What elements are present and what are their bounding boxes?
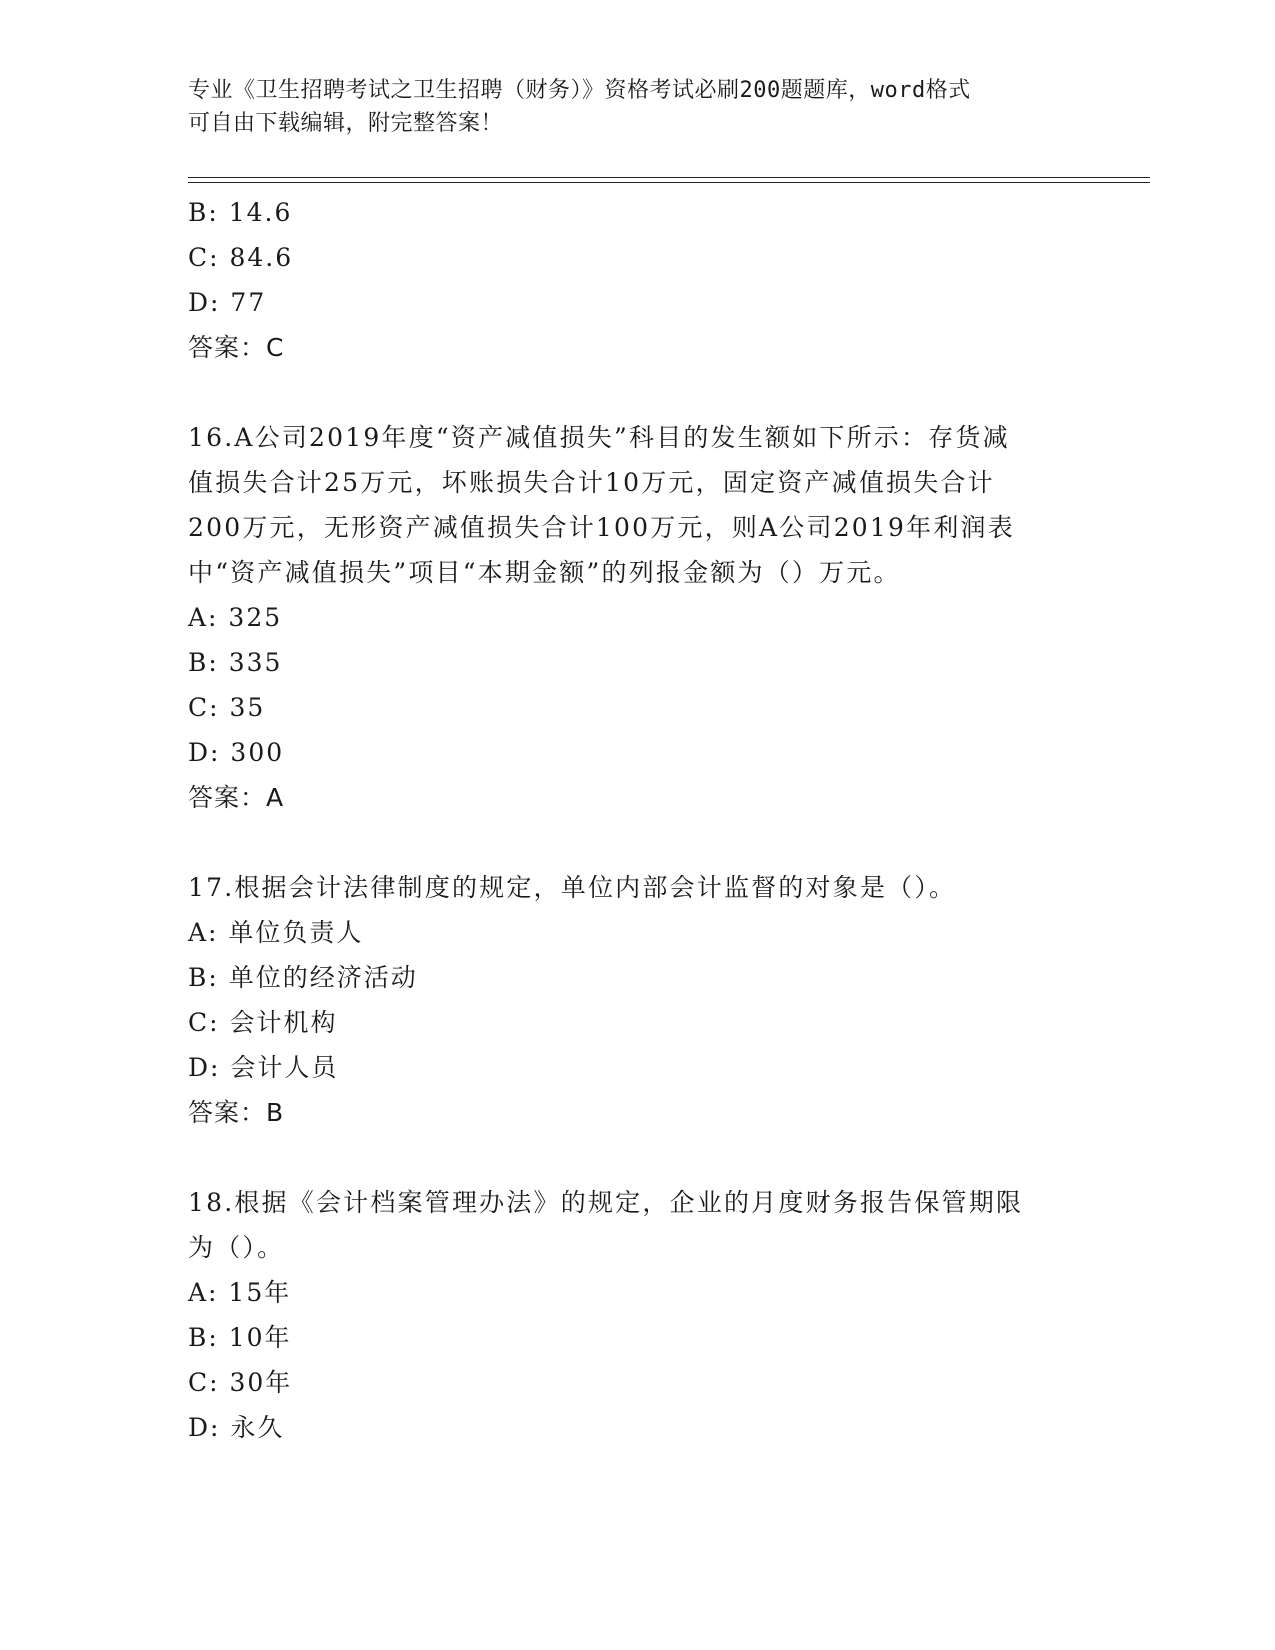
question-text	[188, 865, 1088, 910]
header-divider	[188, 177, 1150, 183]
option-c: C: 30年	[188, 1368, 293, 1397]
option-a: A: 单位负责人	[188, 918, 364, 947]
option-d: D: 77	[188, 288, 267, 317]
header-line-1: 专业《卫生招聘考试之卫生招聘（财务）》资格考试必刷200题题库，word格式	[188, 78, 971, 103]
question-text	[188, 1180, 1088, 1270]
option-c: C: 会计机构	[188, 1008, 338, 1037]
answer-line: 答案：A	[188, 783, 285, 812]
question-line: 18.根据《会计档案管理办法》的规定，企业的月度财务报告保管期限	[188, 1188, 1024, 1217]
option-c: C: 84.6	[188, 243, 294, 272]
question-line: 为（）。	[188, 1233, 285, 1262]
option-b: B: 10年	[188, 1323, 292, 1352]
option-c: C: 35	[188, 693, 266, 722]
answer-line: 答案：C	[188, 333, 285, 362]
option-d: D: 300	[188, 738, 285, 767]
question-text	[188, 415, 1088, 595]
question-17	[188, 865, 1088, 1135]
option-d: D: 永久	[188, 1413, 285, 1442]
continued-question	[188, 190, 1088, 370]
option-a: A: 15年	[188, 1278, 292, 1307]
option-d: D: 会计人员	[188, 1053, 339, 1082]
question-line: 中“资产减值损失”项目“本期金额”的列报金额为（）万元。	[188, 558, 901, 587]
question-line: 值损失合计25万元，坏账损失合计10万元，固定资产减值损失合计	[188, 468, 995, 497]
header-line-2: 可自由下载编辑，附完整答案！	[188, 111, 504, 136]
option-a: A: 325	[188, 603, 283, 632]
option-b: B: 335	[188, 648, 283, 677]
question-line: 200万元，无形资产减值损失合计100万元，则A公司2019年利润表	[188, 513, 1015, 542]
question-line: 17.根据会计法律制度的规定，单位内部会计监督的对象是（）。	[188, 873, 957, 902]
question-18	[188, 1180, 1088, 1450]
answer-line: 答案：B	[188, 1098, 285, 1127]
option-b: B: 14.6	[188, 198, 293, 227]
page-content	[188, 190, 1088, 1450]
page-header	[188, 74, 1068, 140]
question-line: 16.A公司2019年度“资产减值损失”科目的发生额如下所示：存货减	[188, 423, 1010, 452]
question-16	[188, 415, 1088, 820]
option-b: B: 单位的经济活动	[188, 963, 418, 992]
